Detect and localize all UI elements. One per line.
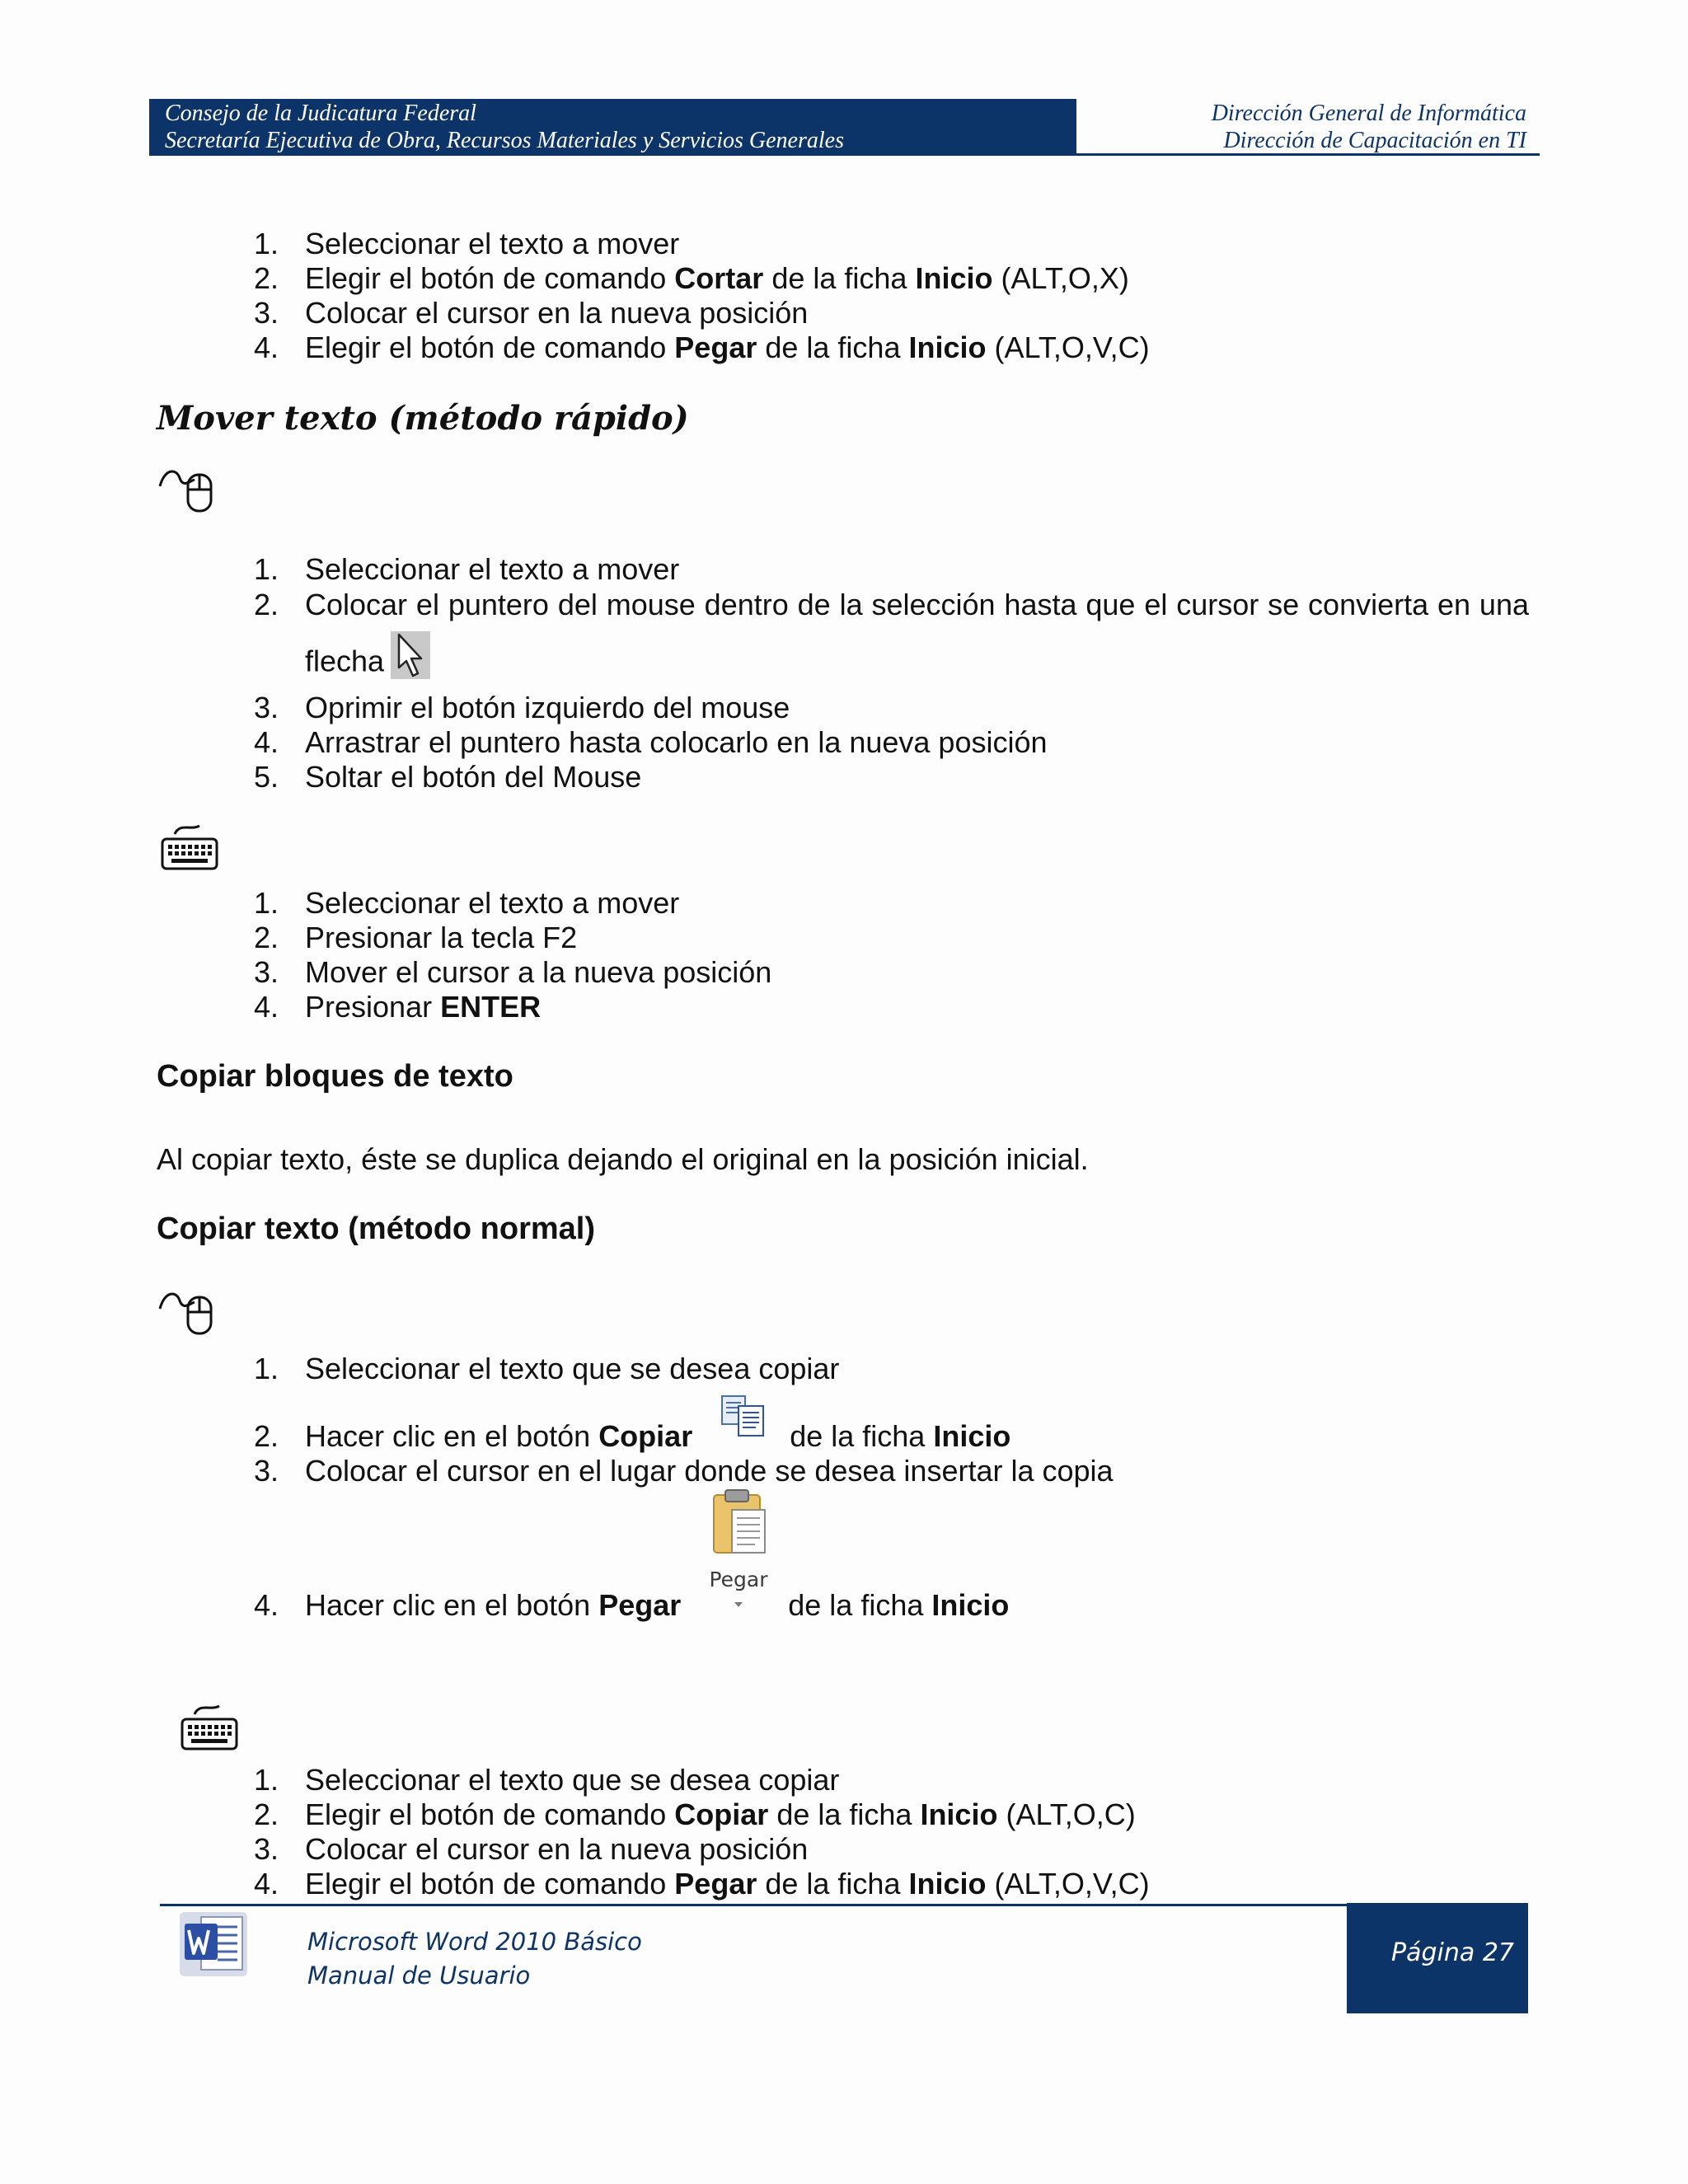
mouse-icon [157, 1286, 216, 1338]
list-item: 5. Soltar el botón del Mouse [254, 760, 642, 794]
list-item: 1. Seleccionar el texto a mover [254, 886, 680, 920]
keyboard-icon [158, 821, 223, 874]
list-item: 3. Colocar el cursor en la nueva posición [254, 296, 809, 330]
header-right [1212, 100, 1526, 154]
keyboard-icon [178, 1701, 242, 1754]
list-item: 2. Elegir el botón de comando Copiar de la ficha Inicio (ALT,O,C) [254, 1797, 1136, 1831]
list-item: 4. Hacer clic en el botón Pegar de la ficha Inicio [254, 1588, 1010, 1622]
list-item: 3. Colocar el cursor en el lugar donde se desea insertar la copia [254, 1454, 1114, 1488]
list-copy-mouse-step-4 [247, 1588, 1529, 1623]
list-item: 1. Seleccionar el texto que se desea copiar [254, 1763, 840, 1797]
list-item: 4. Arrastrar el puntero hasta colocarlo en la nueva posición [254, 725, 1048, 759]
list-item: 1. Seleccionar el texto a mover [254, 227, 680, 260]
footer-title: Microsoft Word 2010 Básico [307, 1928, 642, 1956]
list-item: 2. Presionar la tecla F2 [254, 921, 578, 954]
list-quick-move-mouse-steps [247, 552, 1529, 794]
header-org: Consejo de la Judicatura Federal [165, 101, 476, 126]
list-item: 1. Seleccionar el texto a mover [254, 552, 680, 586]
list-item: 4. Elegir el botón de comando Pegar de la ficha Inicio (ALT,O,V,C) [254, 1867, 1150, 1900]
heading-copiar-normal: Copiar texto (método normal) [157, 1212, 596, 1246]
header-secretariat: Secretaría Ejecutiva de Obra, Recursos Materiales y Servicios Generales [165, 128, 844, 153]
paste-label: Pegar [709, 1568, 768, 1591]
mouse-icon [157, 463, 216, 516]
header-left [165, 100, 844, 154]
heading-copiar-bloques: Copiar bloques de texto [157, 1059, 513, 1094]
list-copy-keyboard-steps [247, 1763, 1529, 1901]
clipboard-icon [699, 1487, 778, 1572]
list-copy-mouse-steps-2-3 [247, 1419, 1529, 1488]
word-logo-icon [176, 1909, 251, 1980]
header-subdirection: Dirección de Capacitación en TI [1223, 128, 1526, 153]
list-item: 2. Hacer clic en el botón Copiar de la ficha Inicio [254, 1419, 1011, 1453]
list-copy-mouse-step-1 [247, 1352, 1529, 1386]
header-direction: Dirección General de Informática [1211, 101, 1526, 126]
heading-mover-rapido: Mover texto (método rápido) [157, 399, 689, 438]
list-cut-paste-steps [247, 227, 1529, 365]
arrow-pointer-icon [391, 631, 430, 696]
list-item: 1. Seleccionar el texto que se desea copiar [254, 1352, 840, 1385]
list-item: 4. Presionar ENTER [254, 990, 542, 1024]
list-item: 2. Colocar el puntero del mouse dentro de la selección hasta que el cursor se convierta en una flecha [247, 579, 1529, 696]
footer-rule [160, 1904, 1347, 1906]
list-item: 3. Oprimir el botón izquierdo del mouse [254, 691, 790, 724]
paragraph-copiar: Al copiar texto, éste se duplica dejando el original en la posición inicial. [157, 1142, 1089, 1176]
list-quick-move-keyboard-steps [247, 886, 1529, 1024]
list-item: 3. Colocar el cursor en la nueva posición [254, 1832, 809, 1866]
list-item: 4. Elegir el botón de comando Pegar de la ficha Inicio (ALT,O,V,C) [254, 330, 1150, 364]
list-item: 2. Elegir el botón de comando Cortar de la ficha Inicio (ALT,O,X) [254, 261, 1129, 295]
page-number: Página 27 [1391, 1938, 1514, 1967]
footer-subtitle: Manual de Usuario [307, 1961, 531, 1990]
list-item: 3. Mover el cursor a la nueva posición [254, 955, 772, 989]
